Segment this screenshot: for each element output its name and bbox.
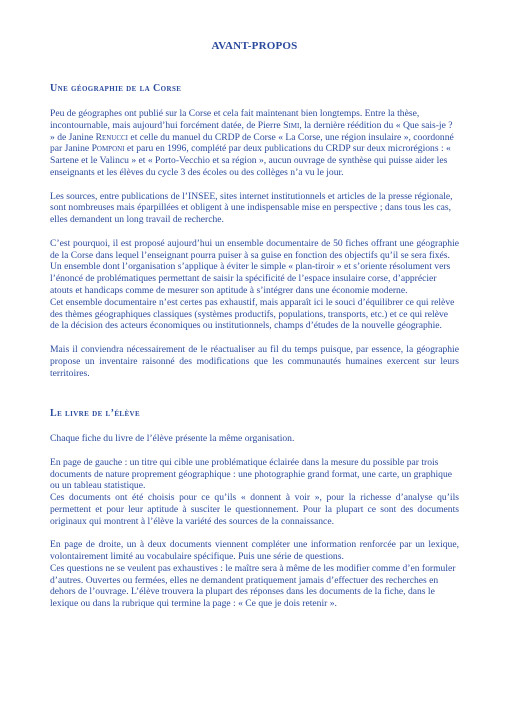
paragraph-page-gauche: En page de gauche : un titre qui cible une problématique éclairée dans la mesure du possible par trois documents de nature proprement géographique : une photographie grand format, une carte, un graphique ou un tableau statistique. [50, 456, 452, 492]
author-name-pomponi: Pomponi [91, 143, 125, 155]
paragraph-sources: Les sources, entre publications de l’INSEE, sites internet institutionnels et articles de la presse régionale, sont nombreuses mais éparpillées et obligent à une indispensable mise en perspective ; dans tous les cas, elles demandent un long travail de recherche. [50, 190, 453, 226]
paragraph-page-droite: En page de droite, un à deux documents viennent compléter une information renforcée par un lexique, volontairement limité au vocabulaire spécifique. Puis une série de questions. [50, 539, 459, 563]
text-run: et celle du manuel du CRDP de Corse « La Corse, une région insulaire », coordonné par Janine [50, 131, 454, 155]
paragraph-questions: Ces questions ne se veulent pas exhaustives : le maître sera à même de les modifier comme d’en formuler d’autres. Ouvertes ou fermées, elles ne demandent pratiquement jamais d’effectuer des recherches en dehors de l’ouvrage. L’élève trouvera la plupart des réponses dans les documents de la fiche, dans le lexique ou dans la rubrique qui termine la page : « Ce que je dois retenir ». [50, 562, 456, 610]
paragraph-intro [50, 108, 459, 179]
page-title: AVANT-PROPOS [211, 40, 298, 52]
section-heading-geographie: Une géographie de la Corse [50, 83, 182, 94]
author-name-simi: Simi [283, 119, 300, 131]
paragraph-organisation-fiche: Chaque fiche du livre de l’élève présente la même organisation. [50, 433, 295, 445]
paragraph-actualiser: Mais il conviendra nécessairement de le réactualiser au fil du temps puisque, par essence, la géographie propose un inventaire raisonné des modifications que les communautés humaines exercent sur leurs territoires. [50, 343, 459, 379]
text-run: , la dernière réédition du « Que sais-je ? » de Janine [50, 119, 453, 143]
text-run: et paru en 1996, complété par deux publications du CRDP sur deux microrégions : « Sartene et le Valincu » et « Porto-Vecchio et sa région », aucun ouvrage de synthèse qui puisse aider les enseignants et les élèves du cycle 3 des écoles ou des collèges n’a vu le jour. [50, 143, 451, 178]
paragraph-organisation: Un ensemble dont l’organisation s’applique à éviter le simple « plan-tiroir » et s’oriente résolument vers l’énoncé de problématiques permettant de saisir la spécificité de l’espace insulaire corse, d’apprécier atouts et handicaps comme de mesurer son aptitude à s’intégrer dans une économie moderne. [50, 261, 451, 296]
paragraph-exhaustif: Cet ensemble documentaire n’est certes pas exhaustif, mais apparaît ici le souci d’équilibrer ce qui relève des thèmes géographiques classiques (systèmes productifs, populations, transports, etc.) et ce qui relève de la décision des acteurs économiques ou institutionnels, champs d’études de la nouvelle géographie. [50, 296, 455, 332]
paragraph-ensemble: C’est pourquoi, il est proposé aujourd’hui un ensemble documentaire de 50 fiches offrant une géographie de la Corse dans lequel l’enseignant pourra puiser à sa guise en fonction des objectifs qu’il se sera fixés. [50, 237, 459, 261]
text-run: Peu de géographes ont publié sur la Corse et cela fait maintenant bien longtemps. Entre la thèse, incontournable, mais aujourd’hui forcément datée, de Pierre [50, 108, 420, 131]
section-spacer [50, 391, 459, 408]
paragraph-documents: Ces documents ont été choisis pour ce qu’ils « donnent à voir », pour la richesse d’analyse qu’ils permettent et pour leur aptitude à susciter le questionnement. Pour la plupart ce sont des documents originaux qui montrent à l’élève la variété des sources de la connaissance. [50, 492, 459, 527]
document-page [50, 40, 459, 610]
author-name-renucci: Renucci [95, 131, 129, 143]
section-heading-livre: Le livre de l’élève [50, 408, 141, 420]
